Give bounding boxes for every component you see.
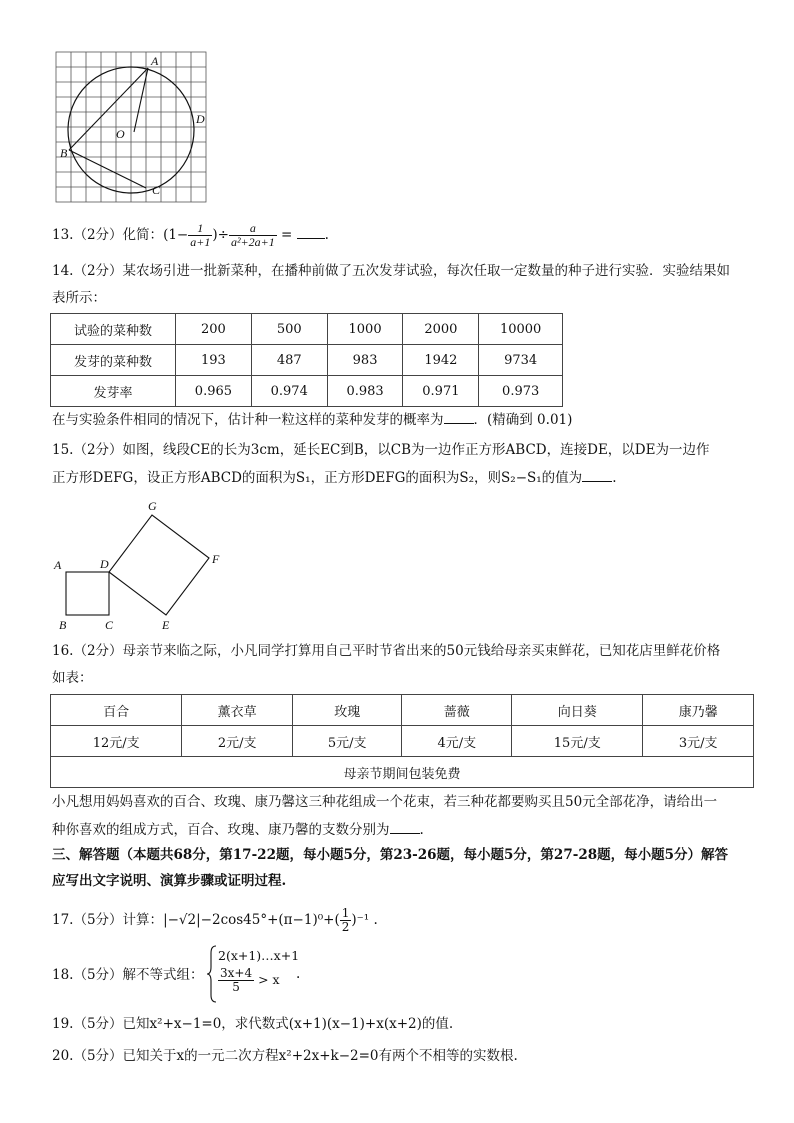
answer-blank: [390, 820, 420, 834]
label-o: O: [116, 127, 125, 141]
table-cell: 200: [176, 314, 252, 345]
table-cell: 4元/支: [402, 726, 512, 757]
table-cell: 500: [251, 314, 327, 345]
label-a: A: [54, 558, 62, 572]
table-cell: 10000: [479, 314, 563, 345]
label-b: B: [59, 618, 67, 632]
table-cell: 玫瑰: [292, 695, 402, 726]
table-cell: 向日葵: [512, 695, 643, 726]
table-note: 母亲节期间包装免费: [51, 757, 754, 788]
label-c: C: [105, 618, 114, 632]
table-cell: 0.971: [403, 376, 479, 407]
table-cell: 1000: [327, 314, 403, 345]
inequality-2: $\frac{3x+4}{5}$ > x: [220, 966, 280, 994]
table-cell: 2元/支: [182, 726, 293, 757]
table-cell: 983: [327, 345, 403, 376]
table-cell: 百合: [51, 695, 182, 726]
table-cell: 0.974: [251, 376, 327, 407]
squares-figure: [50, 496, 250, 636]
table-cell: 0.973: [479, 376, 563, 407]
table-cell: 0.965: [176, 376, 252, 407]
question-16-after1: 小凡想用妈妈喜欢的百合、玫瑰、康乃馨这三种花组成一个花束，若三种花都要购买且50元全部花净，请给出一: [52, 794, 718, 810]
table-cell: 15元/支: [512, 726, 643, 757]
table-cell: 487: [251, 345, 327, 376]
question-16-line1: 16.（2分）母亲节来临之际，小凡同学打算用自己平时节省出来的50元钱给母亲买束鲜花，已知花店里鲜花价格: [52, 643, 721, 659]
table-cell: 3元/支: [643, 726, 754, 757]
table-cell: 蔷薇: [402, 695, 512, 726]
question-14-after: 在与实验条件相同的情况下，估计种一粒这样的菜种发芽的概率为 ．(精确到 0.01): [52, 412, 573, 428]
label-b: B: [60, 146, 68, 160]
table-cell: 康乃馨: [643, 695, 754, 726]
table-cell: 发芽的菜种数: [51, 345, 176, 376]
fraction: $\frac{a}{\text{a²+2a+1}}$: [230, 221, 275, 249]
brace-icon: [207, 945, 217, 1003]
answer-blank: [444, 410, 474, 424]
table-cell: 试验的菜种数: [51, 314, 176, 345]
question-14-line2: 表所示：: [52, 290, 106, 306]
table-cell: 发芽率: [51, 376, 176, 407]
circle-grid-figure: [50, 50, 220, 208]
question-20: 20.（5分）已知关于x的一元二次方程x²+2x+k−2=0有两个不相等的实数根.: [52, 1048, 518, 1064]
question-15-line2: 正方形DEFG，设正方形ABCD的面积为S₁，正方形DEFG的面积为S₂，则S₂−S₁的值为 .: [52, 470, 617, 486]
table-cell: 1942: [403, 345, 479, 376]
label-a: A: [151, 54, 159, 68]
label-d: D: [100, 557, 109, 571]
fraction: $\frac{1}{a+1}$: [190, 221, 211, 249]
answer-blank: [297, 225, 325, 239]
label-c: C: [152, 183, 161, 197]
answer-blank: [582, 468, 612, 482]
label-e: E: [162, 618, 170, 632]
table-cell: 薰衣草: [182, 695, 293, 726]
question-16-after2: 种你喜欢的组成方式，百合、玫瑰、康乃馨的支数分别为 .: [52, 822, 424, 838]
question-19: 19.（5分）已知x²+x−1=0，求代数式(x+1)(x−1)+x(x+2)的值.: [52, 1016, 454, 1032]
table-cell: 5元/支: [292, 726, 402, 757]
table-cell: 193: [176, 345, 252, 376]
table-cell: 12元/支: [51, 726, 182, 757]
section-3-heading: 三、解答题（本题共68分，第17-22题，每小题5分，第23-26题，每小题5分，第27-28题，每小题5分）解答: [52, 847, 728, 863]
question-16-line2: 如表：: [52, 670, 93, 686]
inequality-1: 2(x+1)…x+1: [218, 948, 300, 963]
table-cell: 2000: [403, 314, 479, 345]
question-15-line1: 15.（2分）如图，线段CE的长为3cm，延长EC到B，以CB为一边作正方形ABCD，连接DE，以DE为一边作: [52, 442, 710, 458]
question-17: 17.（5分）计算：|−√2|−2cos45°+(π−1)⁰+( $\frac{1}{2}$ )⁻¹ .: [52, 906, 378, 934]
question-13: 13.（2分）化简：(1− $\frac{1}{a+1}$ )÷ $\frac{a}{\text{a²+2a+1}}$ = .: [52, 221, 329, 249]
fraction: $\frac{1}{2}$: [341, 906, 350, 934]
section-3-heading-line2: 应写出文字说明、演算步骤或证明过程.: [52, 873, 287, 889]
label-d: D: [196, 112, 205, 126]
label-g: G: [148, 499, 157, 513]
question-18-prefix: 18.（5分）解不等式组：: [52, 967, 204, 983]
germination-table: [50, 313, 563, 407]
fraction: $\frac{3x+4}{5}$: [220, 966, 253, 994]
question-14-line1: 14.（2分）某农场引进一批新菜种，在播种前做了五次发芽试验，每次任取一定数量的种子进行实验．实验结果如: [52, 263, 731, 279]
flower-price-table: [50, 694, 754, 788]
question-18-end: .: [296, 966, 301, 982]
label-f: F: [212, 552, 220, 566]
table-cell: 9734: [479, 345, 563, 376]
table-cell: 0.983: [327, 376, 403, 407]
